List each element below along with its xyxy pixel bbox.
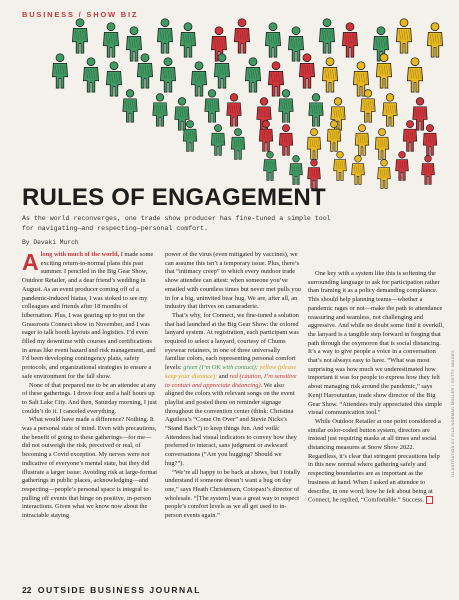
person-figure bbox=[264, 151, 277, 180]
illustration-credit: ILLUSTRATION BY EILA NORMAN MÜLLER / GETTY IMAGES bbox=[451, 350, 455, 477]
person-figure bbox=[396, 151, 409, 180]
person-figure bbox=[157, 19, 172, 53]
paragraph: None of that prepared me to be an attendee at any of these gatherings. I drove four and a half hours up to Salt Lake City. And then, Saturday morning, I just couldn’t do it. I canceled everything. bbox=[22, 381, 157, 415]
drop-cap: A bbox=[22, 249, 39, 275]
end-mark-icon bbox=[426, 496, 433, 504]
person-figure bbox=[288, 27, 303, 61]
paragraph bbox=[308, 418, 444, 506]
person-figure bbox=[355, 125, 369, 156]
person-figure bbox=[279, 90, 293, 123]
person-figure bbox=[279, 125, 293, 156]
person-figure bbox=[180, 23, 195, 57]
person-figure bbox=[106, 62, 121, 96]
yellow-lanyard-text: yellow (please keep your distance); bbox=[165, 364, 297, 380]
person-figure bbox=[83, 58, 98, 92]
person-figure bbox=[123, 90, 137, 123]
person-figure bbox=[72, 19, 87, 53]
red-lanyard-text: red (caution, I’m sensitive to contact and appreciate distancing). bbox=[165, 372, 297, 389]
person-figure bbox=[160, 58, 175, 92]
paragraph: “We’re all happy to be back at shows, but I totally understand if someone doesn’t want a hug on day one,” says Heath Christensen, Cotopaxi’s director of wholesale. “[The system] was a great way to respect people’s comfort levels as we all get used to in-person events again.” bbox=[165, 468, 301, 520]
paragraph-text: We also aligned the colors with relevant songs on the event playlist and posted them on reminder signage throughout the convention center (think: Christina Aguilera’s “Come On Over” and Stevie Nicks’s “Stand Back”) to keep things fun. And voilà: Attendees had visual indicators to convey how they preferred to interact, sans judgment or awkward conversations (“Are you hugging? Should we hug?”). bbox=[165, 381, 297, 467]
person-figure bbox=[413, 98, 427, 131]
person-figure bbox=[299, 54, 314, 88]
person-figure bbox=[403, 121, 417, 152]
green-lanyard-text: green (I’m OK with contact); bbox=[183, 364, 258, 372]
person-figure bbox=[268, 62, 283, 96]
person-figure bbox=[383, 94, 397, 127]
person-figure bbox=[352, 155, 365, 184]
paragraph-text: and bbox=[217, 372, 230, 380]
paragraph-text: That’s why, for Connect, we fine-tuned a solution that had launched at the Big Gear Show: the colored lanyard system. At registration, each participant was required to select a lanyard, courtesy of Chums eyewear retainers, in one of three universally familiar colors, each representing personal comfort levels: bbox=[165, 311, 299, 372]
person-figure bbox=[191, 62, 206, 96]
paragraph bbox=[22, 251, 158, 382]
person-figure bbox=[265, 23, 280, 57]
person-figure bbox=[309, 94, 323, 127]
person-figure bbox=[153, 94, 167, 127]
magazine-name: OUTSIDE BUSINESS JOURNAL bbox=[37, 585, 201, 595]
person-figure bbox=[334, 151, 347, 180]
article-dek: As the world reconverges, one trade show producer has fine-tuned a simple tool for navigating—and respecting—personal comfort. bbox=[22, 215, 331, 232]
person-figure bbox=[227, 94, 241, 127]
person-figure bbox=[422, 155, 435, 184]
person-figure bbox=[396, 19, 411, 53]
person-figure bbox=[290, 155, 303, 184]
paragraph-text: I made some exciting return-to-normal plans this past summer. I penciled in the Big Gear Show, Outdoor Retailer, and a dear friend’s wedding in August. As an event producer coming off of a pandemic-induced hiatus, I was stoked to see my colleagues and friends after 18 months of hibernation. Plus, I was gearing up to put on the Grassroots Connect show in November, and I was eager to talk booth layouts and logistics. I’d even filled my downtime with courses and certifications in areas like event hazard and risk management, and I’d been developing contingency plans, safety protocols, and organizational strategies to ensure a safe environment for the fall show. bbox=[22, 251, 156, 380]
person-figure bbox=[52, 54, 67, 88]
person-figure bbox=[205, 90, 219, 123]
paragraph bbox=[165, 312, 301, 469]
person-figure bbox=[231, 129, 245, 160]
page-number: 22 bbox=[22, 585, 32, 595]
person-figure bbox=[137, 54, 152, 88]
person-figure bbox=[378, 159, 391, 188]
person-figure bbox=[234, 19, 249, 53]
article-headline: RULES OF ENGAGEMENT bbox=[22, 184, 326, 211]
person-figure bbox=[322, 58, 337, 92]
paragraph: One key with a system like this is softening the surrounding language to ask for participation rather than framing it as a policy demanding compliance. This should help planning teams—whether a pandemic rages or not—make the path to attendance reassuring and seamless, not challenging and aggressive. And while no doubt some find it overkill, the lanyard is a tangible step forward in forging that path through the oxymoron that is social distancing. It’s a way to give people a voice in a conversation that’s not always easy to have. “What was most surprising was how much we underestimated how important it was for people to express how they felt about managing risk around the pandemic,” says Kenji Haroutunian, trade show director of the Big Gear Show. “Attendees truly appreciated this simple visual communication tool.” bbox=[308, 270, 444, 417]
person-figure bbox=[245, 58, 260, 92]
person-figure bbox=[375, 129, 389, 160]
person-figure bbox=[211, 125, 225, 156]
body-column-3 bbox=[308, 270, 444, 505]
folio bbox=[22, 580, 201, 598]
person-figure bbox=[307, 129, 321, 160]
person-figure bbox=[319, 19, 334, 53]
body-column-2 bbox=[165, 251, 301, 521]
paragraph: power of the virus (even mitigated by vaccines), we can assume this isn’t a temporary issue. Plus, there’s that “intimacy creep” to which every outdoor trade show attendee can attest: when someone you’ve emailed with countless times but never met pulls you in for a big, uninvited bear hug. We are, after all, an industry that thrives on camaraderie. bbox=[165, 251, 301, 311]
section-tag: BUSINESS / SHOW BIZ bbox=[22, 10, 139, 19]
crowd-illustration bbox=[0, 0, 459, 215]
paragraph-text: While Outdoor Retailer at one point considered a similar color-coded button system, directors are instead just requiring masks at all times and social distancing measures at Snow Show 2022. Regardless, it’s clear that stringent precautions help in this new normal where gathering safely and respecting boundaries are as important as the business at hand. When I asked an attendee to describe, in one word, how he felt about being at Connect, he replied, “Comfortable.” Success. bbox=[308, 417, 441, 504]
person-figure bbox=[103, 23, 118, 57]
person-figure bbox=[126, 27, 141, 61]
byline: By Devaki Murch bbox=[22, 239, 79, 246]
body-column-1 bbox=[22, 251, 158, 521]
person-figure bbox=[423, 125, 437, 156]
lead-in: long with much of the world, bbox=[40, 251, 120, 258]
person-figure bbox=[407, 58, 422, 92]
person-figure bbox=[427, 23, 442, 57]
person-figure bbox=[342, 23, 357, 57]
paragraph: What would have made a difference? Nothing. It was a personal state of mind. Even with precautions, the benefit of going to these gatherings—for me—did not outweigh the risk, perceived or real, of becoming a Covid exception. My nerves were not indicative of everyone’s mental state, but they did illustrate a larger issue: Avoiding risk at large-format gatherings in public places, acknowledging—and respecting—people’s personal space is integral to pulling off events that hinge on positive, in-person interactions. Given what we know now about the intractable staying bbox=[22, 416, 158, 520]
